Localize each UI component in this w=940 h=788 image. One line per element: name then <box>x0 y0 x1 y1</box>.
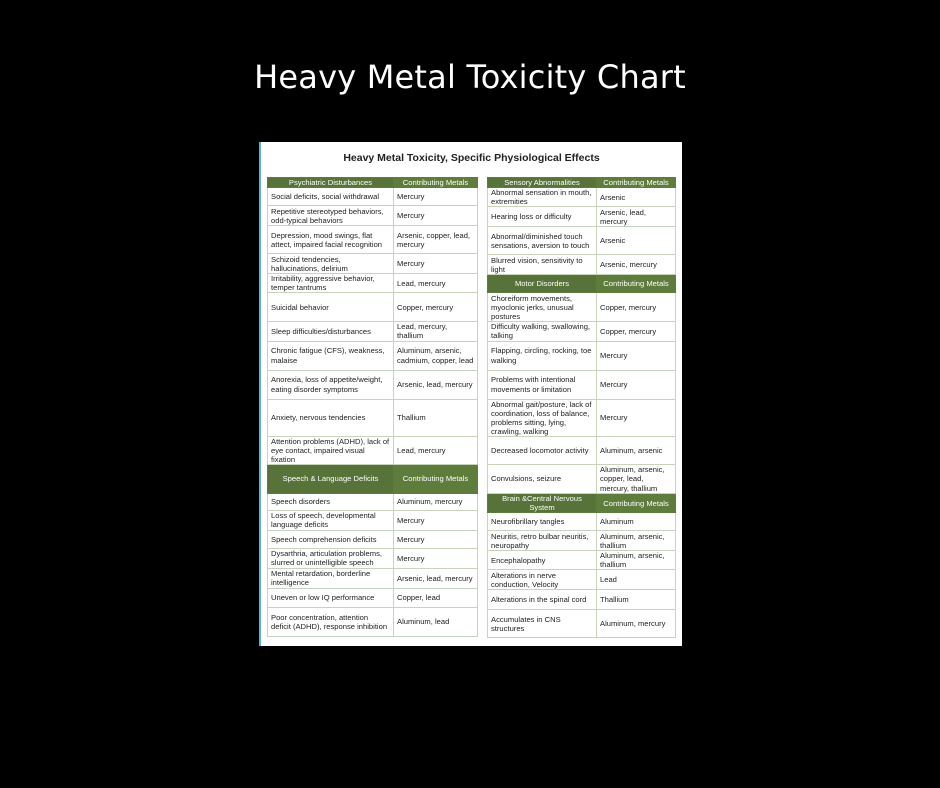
table-row <box>268 510 478 530</box>
metals-cell: Aluminum, lead <box>394 607 478 636</box>
left-table <box>267 177 478 637</box>
column-header: Contributing Metals <box>597 275 676 293</box>
symptom-cell: Hearing loss or difficulty <box>488 207 597 227</box>
metals-cell: Mercury <box>394 188 478 206</box>
metals-cell: Copper, mercury <box>597 322 676 341</box>
table-row <box>488 370 676 399</box>
symptom-cell: Mental retardation, borderline intelligence <box>268 568 394 588</box>
table-row <box>268 548 478 568</box>
metals-cell: Aluminum, arsenic, copper, lead, mercury, thallium <box>597 464 676 493</box>
symptom-cell: Neuritis, retro bulbar neuritis, neuropathy <box>488 531 597 551</box>
metals-cell: Aluminum, arsenic, thallium <box>597 551 676 570</box>
symptom-cell: Social deficits, social withdrawal <box>268 188 394 206</box>
metals-cell: Mercury <box>394 206 478 226</box>
table-row <box>268 568 478 588</box>
symptom-cell: Decreased locomotor activity <box>488 436 597 464</box>
symptom-cell: Choreiform movements, myoclonic jerks, unusual postures <box>488 293 597 322</box>
table-row <box>488 227 676 255</box>
column-header: Contributing Metals <box>597 178 676 188</box>
metals-cell: Copper, mercury <box>597 293 676 322</box>
metals-cell: Mercury <box>394 510 478 530</box>
metals-cell: Mercury <box>597 370 676 399</box>
table-row <box>268 293 478 322</box>
column-header: Contributing Metals <box>394 464 478 493</box>
table-row <box>268 436 478 464</box>
metals-cell: Lead <box>597 570 676 590</box>
metals-cell: Mercury <box>597 341 676 370</box>
metals-cell: Mercury <box>394 254 478 274</box>
symptom-cell: Anxiety, nervous tendencies <box>268 399 394 436</box>
table-row <box>268 322 478 341</box>
metals-cell: Arsenic, lead, mercury <box>394 568 478 588</box>
metals-cell: Mercury <box>597 399 676 436</box>
table-row <box>488 341 676 370</box>
symptom-cell: Abnormal sensation in mouth, extremities <box>488 188 597 207</box>
table-row <box>488 531 676 551</box>
symptom-cell: Depression, mood swings, flat attect, impaired facial recognition <box>268 226 394 254</box>
symptom-cell: Difficulty walking, swallowing, talking <box>488 322 597 341</box>
symptom-cell: Problems with intentional movements or limitation <box>488 370 597 399</box>
metals-cell: Aluminum <box>597 513 676 531</box>
symptom-cell: Attention problems (ADHD), lack of eye contact, impaired visual fixation <box>268 436 394 464</box>
column-header: Contributing Metals <box>597 493 676 512</box>
table-row <box>268 530 478 548</box>
metals-cell: Arsenic <box>597 188 676 207</box>
section-header <box>488 275 676 293</box>
metals-cell: Arsenic, copper, lead, mercury <box>394 226 478 254</box>
symptom-cell: Abnormal/diminished touch sensations, aversion to touch <box>488 227 597 255</box>
section-header <box>488 178 676 188</box>
metals-cell: Thallium <box>597 590 676 610</box>
column-header: Contributing Metals <box>394 178 478 188</box>
metals-cell: Lead, mercury <box>394 274 478 293</box>
table-row <box>488 436 676 464</box>
table-row <box>268 274 478 293</box>
symptom-cell: Convulsions, seizure <box>488 464 597 493</box>
symptom-cell: Encephalopathy <box>488 551 597 570</box>
section-header <box>268 464 478 493</box>
metals-cell: Thallium <box>394 399 478 436</box>
table-row <box>268 607 478 636</box>
symptom-cell: Alterations in the spinal cord <box>488 590 597 610</box>
table-row <box>488 322 676 341</box>
symptom-cell: Poor concentration, attention deficit (ADHD), response inhibition <box>268 607 394 636</box>
metals-cell: Arsenic, mercury <box>597 255 676 275</box>
metals-cell: Aluminum, arsenic, cadmium, copper, lead <box>394 341 478 370</box>
table-row <box>268 254 478 274</box>
metals-cell: Aluminum, mercury <box>394 493 478 510</box>
metals-cell: Aluminum, arsenic, thallium <box>597 531 676 551</box>
symptom-cell: Anorexia, loss of appetite/weight, eating disorder symptoms <box>268 370 394 399</box>
metals-cell: Mercury <box>394 548 478 568</box>
page-title: Heavy Metal Toxicity Chart <box>254 58 686 96</box>
symptom-cell: Loss of speech, developmental language deficits <box>268 510 394 530</box>
table-row <box>268 226 478 254</box>
metals-cell: Aluminum, mercury <box>597 610 676 638</box>
table-row <box>488 464 676 493</box>
section-header <box>488 493 676 512</box>
symptom-cell: Flapping, circling, rocking, toe walking <box>488 341 597 370</box>
section-title: Sensory Abnormalities <box>488 178 597 188</box>
symptom-cell: Irritability, aggressive behavior, temper tantrums <box>268 274 394 293</box>
table-row <box>488 551 676 570</box>
symptom-cell: Dysarthria, articulation problems, slurred or unintelligible speech <box>268 548 394 568</box>
chart-card <box>259 142 682 646</box>
symptom-cell: Suicidal behavior <box>268 293 394 322</box>
symptom-cell: Speech comprehension deficits <box>268 530 394 548</box>
symptom-cell: Accumulates in CNS structures <box>488 610 597 638</box>
section-title: Psychiatric Disturbances <box>268 178 394 188</box>
metals-cell: Copper, mercury <box>394 293 478 322</box>
table-row <box>268 588 478 607</box>
table-row <box>488 590 676 610</box>
symptom-cell: Abnormal gait/posture, lack of coordination, loss of balance, problems sitting, lying, crawling, walking <box>488 399 597 436</box>
table-row <box>488 293 676 322</box>
table-row <box>268 370 478 399</box>
section-title: Motor Disorders <box>488 275 597 293</box>
table-row <box>268 399 478 436</box>
symptom-cell: Chronic fatigue (CFS), weakness, malaise <box>268 341 394 370</box>
metals-cell: Arsenic, lead, mercury <box>394 370 478 399</box>
section-title: Speech & Language Deficits <box>268 464 394 493</box>
table-row <box>268 206 478 226</box>
table-row <box>268 188 478 206</box>
symptom-cell: Repetitive stereotyped behaviors, odd-typical behaviors <box>268 206 394 226</box>
symptom-cell: Blurred vision, sensitivity to light <box>488 255 597 275</box>
symptom-cell: Alterations in nerve conduction, Velocity <box>488 570 597 590</box>
metals-cell: Arsenic <box>597 227 676 255</box>
card-title: Heavy Metal Toxicity, Specific Physiological Effects <box>343 152 600 164</box>
table-row <box>488 610 676 638</box>
metals-cell: Copper, lead <box>394 588 478 607</box>
symptom-cell: Schizoid tendencies, hallucinations, delirium <box>268 254 394 274</box>
right-table <box>487 177 676 638</box>
table-row <box>488 399 676 436</box>
section-title: Brain &Central Nervous System <box>488 493 597 512</box>
metals-cell: Arsenic, lead, mercury <box>597 207 676 227</box>
symptom-cell: Sleep difficulties/disturbances <box>268 322 394 341</box>
metals-cell: Lead, mercury <box>394 436 478 464</box>
table-row <box>488 188 676 207</box>
symptom-cell: Uneven or low IQ performance <box>268 588 394 607</box>
symptom-cell: Neurofibrillary tangles <box>488 513 597 531</box>
metals-cell: Mercury <box>394 530 478 548</box>
table-row <box>268 341 478 370</box>
table-row <box>268 493 478 510</box>
table-row <box>488 207 676 227</box>
table-row <box>488 513 676 531</box>
table-row <box>488 570 676 590</box>
table-row <box>488 255 676 275</box>
metals-cell: Aluminum, arsenic <box>597 436 676 464</box>
metals-cell: Lead, mercury, thallium <box>394 322 478 341</box>
section-header <box>268 178 478 188</box>
symptom-cell: Speech disorders <box>268 493 394 510</box>
